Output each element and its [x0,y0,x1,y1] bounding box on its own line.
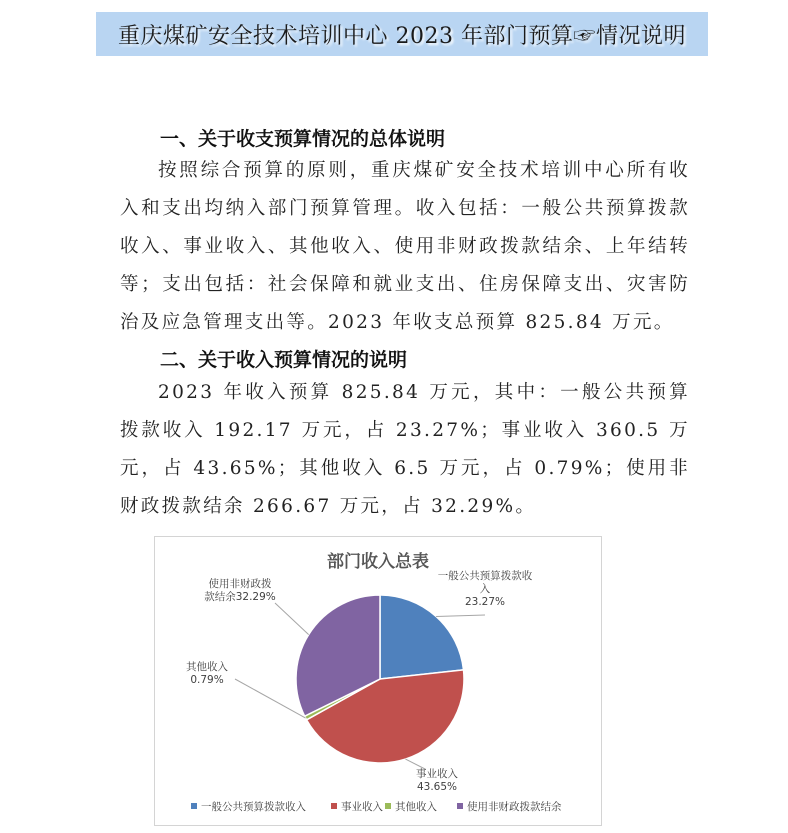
legend-label: 一般公共预算拨款收入 [201,801,306,813]
data-label-other-income: 其他收入 0.79% [186,661,228,686]
leader-line-other-income [235,679,306,718]
leader-line-general-budget [436,615,485,616]
data-label-business-income: 事业收入 43.65% [416,768,458,793]
income-pie-chart [154,536,602,826]
section-2-paragraph: 2023 年收入预算 825.84 万元，其中：一般公共预算拨款收入 192.17 万元，占 23.27%；事业收入 360.5 万元，占 43.65%；其他收入 6.5 万元，占 0.79%；使用非财政拨款结余 266.67 万元，占 32.29%。 [120,382,690,517]
legend-swatch [331,803,337,809]
legend-label: 事业收入 [341,801,383,813]
page-title: 重庆煤矿安全技术培训中心 2023 年部门预算☞情况说明 [118,23,686,49]
legend-item-non-fiscal-balance [457,800,562,813]
data-label-non-fiscal-balance: 使用非财政拨款结余32.29% [204,578,276,603]
legend-label: 其他收入 [395,801,437,813]
legend-label: 使用非财政拨款结余 [467,801,562,813]
section-2-heading: 二、关于收入预算情况的说明 [160,349,408,371]
pie-slice-general-budget [380,595,464,679]
chart-title: 部门收入总表 [327,552,429,572]
data-label-general-budget: 一般公共预算拨款收入 23.27% [437,570,533,608]
legend-swatch [457,803,463,809]
section-1-heading: 一、关于收支预算情况的总体说明 [160,128,446,150]
section-1-paragraph: 按照综合预算的原则，重庆煤矿安全技术培训中心所有收入和支出均纳入部门预算管理。收入包括：一般公共预算拨款收入、事业收入、其他收入、使用非财政拨款结余、上年结转等；支出包括：社会保障和就业支出、住房保障支出、灾害防治及应急管理支出等。2023 年收支总预算 825.84 万元。 [120,160,690,333]
legend-swatch [191,803,197,809]
pie-chart-svg [155,537,601,825]
leader-line-non-fiscal-balance [275,603,309,635]
legend-item-general-budget [191,800,306,813]
legend-swatch [385,803,391,809]
legend-item-business-income [331,800,383,813]
legend-item-other-income [385,800,437,813]
title-banner [96,12,708,56]
